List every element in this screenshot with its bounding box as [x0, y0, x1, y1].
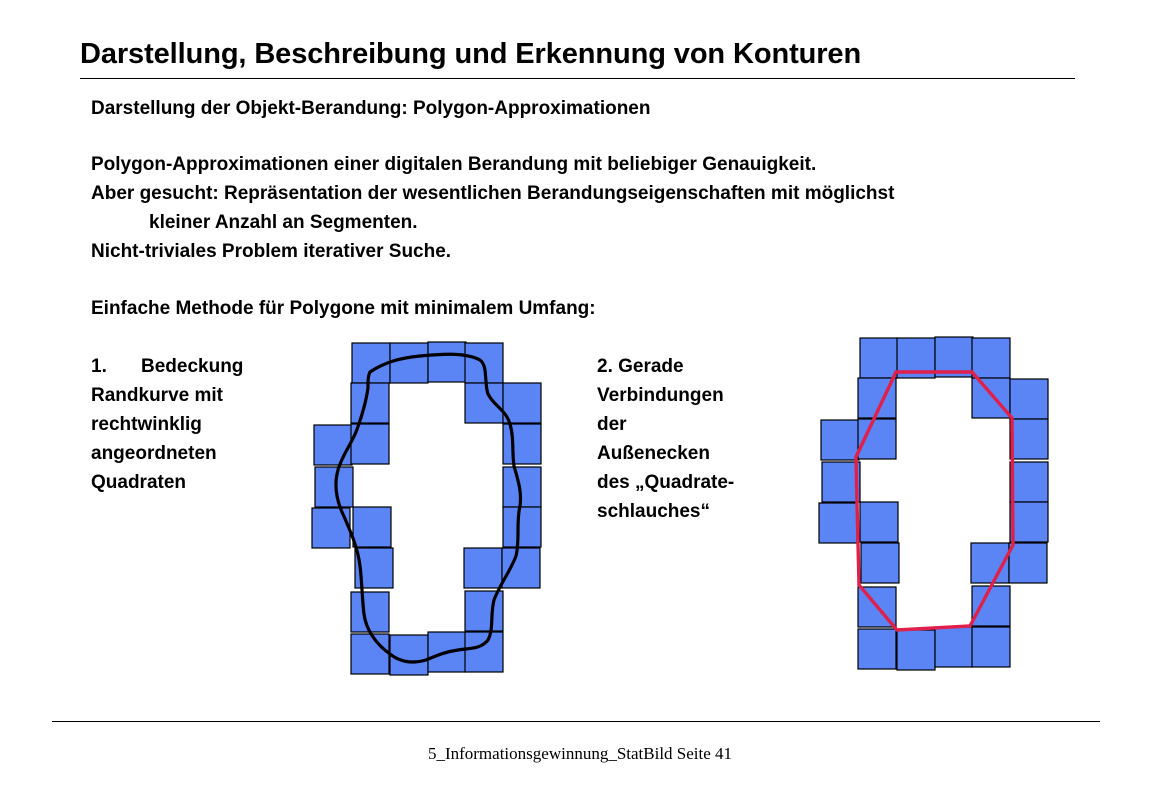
paragraph-line-2: Aber gesucht: Repräsentation der wesentlichen Berandungseigenschaften mit möglichst: [91, 183, 895, 204]
step-1-line-3: rechtwinklig: [91, 414, 202, 435]
grid-square: [314, 425, 352, 465]
grid-square: [1010, 462, 1048, 502]
grid-square: [465, 383, 503, 423]
page-title: Darstellung, Beschreibung und Erkennung von Konturen: [80, 38, 862, 70]
paragraph-line-1: Polygon-Approximationen einer digitalen Berandung mit beliebiger Genauigkeit.: [91, 154, 817, 175]
grid-square: [819, 503, 857, 543]
step-2-line-6: schlauches“: [597, 501, 710, 522]
step-2-line-1: 2. Gerade: [597, 356, 684, 377]
step-1-line-2: Randkurve mit: [91, 385, 223, 406]
grid-square: [858, 629, 896, 669]
grid-square: [860, 338, 898, 378]
grid-square: [390, 343, 428, 383]
footer-divider: [52, 721, 1100, 722]
grid-square: [972, 586, 1010, 626]
grid-square: [353, 507, 391, 547]
grid-square: [351, 383, 389, 423]
grid-square: [351, 634, 389, 674]
paragraph-line-4: Nicht-triviales Problem iterativer Suche.: [91, 241, 452, 262]
step-1-line-1: Bedeckung: [141, 356, 244, 377]
grid-square: [935, 627, 973, 667]
grid-square: [503, 507, 541, 547]
step-1-number: 1.: [91, 356, 107, 377]
grid-square: [972, 378, 1010, 418]
grid-square: [503, 383, 541, 423]
grid-square: [428, 342, 466, 382]
grid-square: [315, 467, 353, 507]
grid-square: [351, 592, 389, 632]
grid-square: [1010, 419, 1048, 459]
grid-square: [503, 424, 541, 464]
step-2-line-4: Außenecken: [597, 443, 710, 464]
grid-square: [861, 543, 899, 583]
grid-square: [1010, 502, 1048, 542]
grid-square: [821, 420, 859, 460]
grid-square: [972, 627, 1010, 667]
grid-square: [822, 462, 860, 502]
step-2-line-2: Verbindungen: [597, 385, 724, 406]
grid-square: [464, 548, 502, 588]
step-2-line-5: des „Quadrate-: [597, 472, 735, 493]
grid-square: [502, 548, 540, 588]
grid-square: [465, 632, 503, 672]
paragraph-line-3: kleiner Anzahl an Segmenten.: [149, 212, 418, 233]
grid-square: [1010, 379, 1048, 419]
step-1-line-4: angeordneten: [91, 443, 217, 464]
grid-square: [1009, 543, 1047, 583]
grid-square: [390, 635, 428, 675]
page-footer: 5_Informationsgewinnung_StatBild Seite 41: [427, 744, 733, 763]
step-2-line-3: der: [597, 414, 627, 435]
grid-square: [972, 338, 1010, 378]
step-1-line-5: Quadraten: [91, 472, 187, 493]
grid-square: [860, 502, 898, 542]
subtitle: Darstellung der Objekt-Berandung: Polygon-Approximationen: [91, 98, 651, 119]
method-heading: Einfache Methode für Polygone mit minimalem Umfang:: [91, 298, 596, 319]
grid-square: [465, 591, 503, 631]
grid-square: [897, 630, 935, 670]
left-square-grid: [312, 342, 541, 675]
